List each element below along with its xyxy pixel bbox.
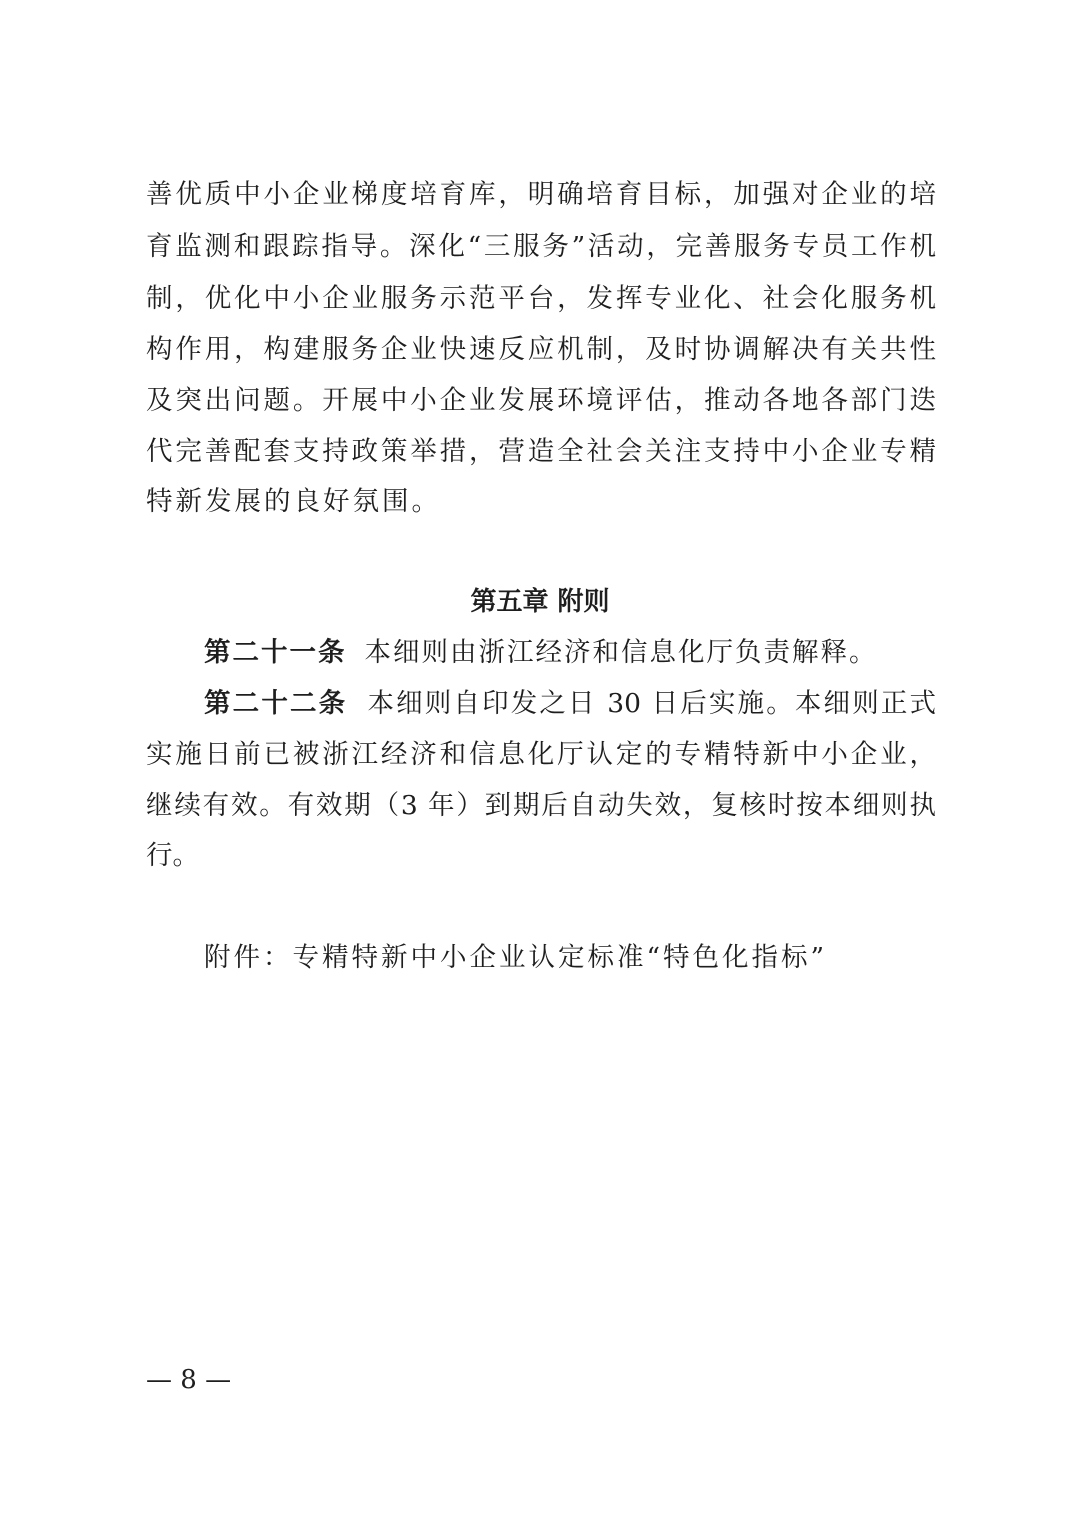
paragraph-line: 特新发展的良好氛围。 (146, 486, 441, 517)
article-22-head: 第二十二条 (204, 688, 348, 719)
article-22-line-2: 实施日前已被浙江经济和信息化厅认定的专精特新中小企业， (146, 739, 936, 770)
attachment-note: 附件：专精特新中小企业认定标准“特色化指标” (204, 942, 828, 973)
chapter-heading: 第五章 附则 (470, 587, 610, 617)
paragraph-line: 构作用，构建服务企业快速反应机制，及时协调解决有关共性 (146, 334, 936, 365)
article-22-line-3: 继续有效。有效期（3 年）到期后自动失效，复核时按本细则执 (146, 790, 936, 821)
paragraph-line: 代完善配套支持政策举措，营造全社会关注支持中小企业专精 (146, 436, 936, 467)
paragraph-line: 育监测和跟踪指导。深化“三服务”活动，完善服务专员工作机 (146, 231, 936, 262)
article-22-line-4: 行。 (146, 840, 199, 871)
paragraph-line: 及突出问题。开展中小企业发展环境评估，推动各地各部门迭 (146, 385, 936, 416)
article-21 (204, 627, 936, 679)
paragraph-line: 善优质中小企业梯度培育库，明确培育目标，加强对企业的培 (146, 179, 936, 210)
paragraph-line: 制，优化中小企业服务示范平台，发挥专业化、社会化服务机 (146, 283, 936, 314)
article-22-line-1 (204, 678, 936, 730)
page-number: — 8 — (146, 1365, 232, 1395)
article-22-text: 本细则自印发之日 30 日后实施。本细则正式 (365, 688, 937, 719)
article-21-text: 本细则由浙江经济和信息化厅负责解释。 (364, 637, 878, 668)
article-21-head: 第二十一条 (204, 637, 347, 668)
